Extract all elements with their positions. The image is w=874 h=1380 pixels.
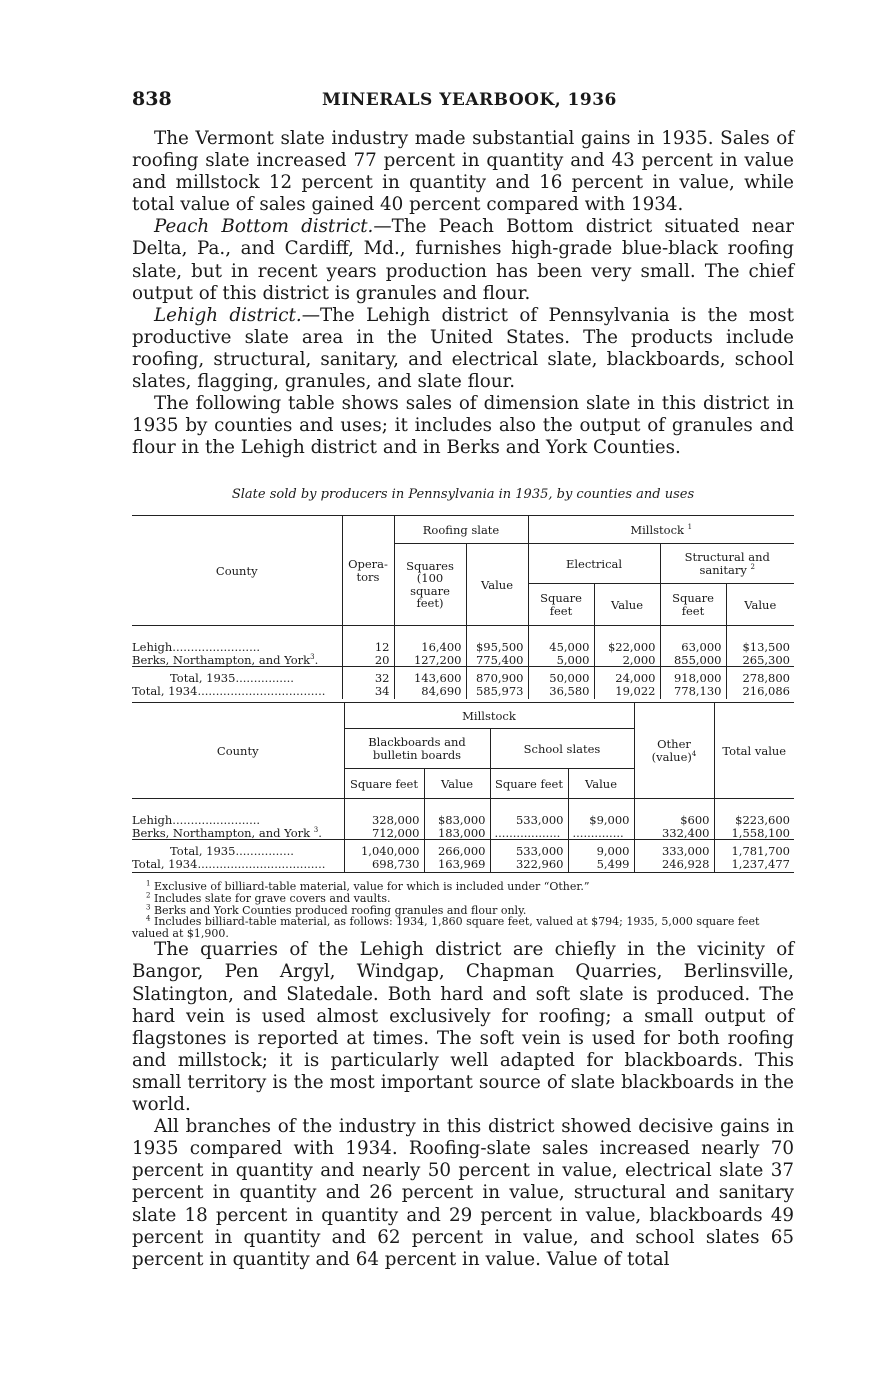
footnote	[132, 916, 794, 939]
value-header: Value	[594, 584, 660, 626]
county-name: Berks, Northampton, and York	[132, 825, 311, 840]
square-feet-header: Square feet	[344, 769, 424, 799]
section-lead: Peach Bottom district.	[154, 216, 374, 238]
other-label: Other (value)	[651, 737, 692, 764]
county-cell: Lehigh........................	[132, 639, 261, 654]
roofing-slate-header: Roofing slate	[394, 516, 528, 544]
paragraph-text: —The Peach Bottom district situated near Delta, Pa., and Cardiff, Md., furnishes high-grade blue-black roofing slate, but in recent years production has been very small. The chief output of this district is granules and flour.	[132, 216, 794, 304]
table-cell: 36,580	[528, 684, 594, 699]
paragraph-text: The following table shows sales of dimension slate in this district in 1935 by counties and uses; it includes also the output of granules and flour in the Lehigh district and in Berks and York Counties.	[132, 393, 794, 459]
table-cell-empty: ..............	[568, 826, 634, 840]
running-title: MINERALS YEARBOOK, 1936	[322, 90, 617, 110]
table-cell: 183,000	[424, 826, 490, 840]
county-cell: Total, 1934...................................	[132, 856, 326, 871]
paragraph: The quarries of the Lehigh district are chiefly in the vicinity of Bangor, Pen Argyl, Windgap, Chapman Quarries, Berlinsville, Slatington, and Slatedale. Both hard and soft slate is produced. The hard vein is used almost exclusively for roofing; a small output of flagstones is reported at times. The soft vein is used for both roofing and millstock; it is particularly well adapted for blackboards. This small territory is the most important source of slate blackboards in the world.	[132, 939, 794, 1116]
table-cell: 712,000	[344, 826, 424, 840]
table-cell: 5,499	[568, 857, 634, 873]
value-header: Value	[568, 769, 634, 799]
page	[132, 88, 794, 1271]
footnote-mark: 1	[687, 522, 693, 531]
paragraph-text: —The Lehigh district of Pennsylvania is the most productive slate area in the United States. The products include roofing, structural, sanitary, and electrical slate, blackboards, school slates, flagging, granules, and slate flour.	[132, 304, 794, 393]
paragraph-text: The Vermont slate industry made substantial gains in 1935. Sales of roofing slate increased 77 percent in quantity and 43 percent in value and millstock 12 percent in quantity and 16 percent in value, while total value of sales gained 40 percent compared with 1934.	[132, 128, 794, 216]
table-cell: 778,130	[660, 684, 726, 699]
county-cell: Berks, Northampton, and York $^3$.	[132, 825, 322, 840]
table-cell: 1,558,100	[714, 826, 794, 840]
table-cell: 50,000	[528, 667, 594, 685]
slate-table-part2	[132, 702, 794, 873]
table-cell: 278,800	[726, 667, 794, 685]
table-cell: 84,690	[394, 684, 466, 699]
table-cell: 24,000	[594, 667, 660, 685]
value-header: Value	[466, 544, 528, 626]
table-cell: 12	[342, 640, 394, 653]
table-cell: 19,022	[594, 684, 660, 699]
table-caption: Slate sold by producers in Pennsylvania in 1935, by counties and uses	[231, 487, 695, 503]
county-name: Berks, Northampton, and York	[132, 652, 311, 667]
page-header	[132, 88, 794, 118]
value-header: Value	[424, 769, 490, 799]
table-cell: 918,000	[660, 667, 726, 685]
table-row	[132, 813, 794, 826]
table-cell: 45,000	[528, 640, 594, 653]
table-cell: $223,600	[714, 813, 794, 826]
table-cell: $22,000	[594, 640, 660, 653]
table-cell: 533,000	[490, 840, 568, 858]
millstock-header: Millstock	[344, 703, 634, 729]
value-header: Value	[726, 584, 794, 626]
table-cell: 322,960	[490, 857, 568, 873]
table-total-row	[132, 667, 794, 685]
structural-header	[660, 544, 794, 584]
paragraph	[132, 393, 794, 459]
table-cell: 1,237,477	[714, 857, 794, 873]
table-cell: 775,400	[466, 653, 528, 667]
total-label: Total, 1935	[170, 670, 236, 685]
table-cell: 698,730	[344, 857, 424, 873]
table-cell: 16,400	[394, 640, 466, 653]
paragraph	[132, 305, 794, 393]
millstock-header	[528, 516, 794, 544]
footnote-text: Includes billiard-table material, as follows: 1934, 1,860 square feet, valued at $794; 1935, 5,000 square feet valued at $1,900.	[132, 915, 760, 940]
square-feet-header: Square feet	[528, 584, 594, 626]
county-cell: Lehigh........................	[132, 812, 261, 827]
footnote-mark: 2	[146, 891, 151, 900]
squares-header: Squares (100 square feet)	[394, 544, 466, 626]
square-feet-header: Square feet	[490, 769, 568, 799]
table-cell: 333,000	[634, 840, 714, 858]
county-name: Lehigh	[132, 639, 173, 654]
footnote-mark: 4	[146, 914, 151, 923]
table-row	[132, 826, 794, 840]
table-cell: 163,969	[424, 857, 490, 873]
other-header	[634, 703, 714, 799]
table-cell-empty: ..................	[490, 826, 568, 840]
total-label: Total, 1934	[132, 856, 198, 871]
paragraph	[132, 216, 794, 304]
table-cell: 328,000	[344, 813, 424, 826]
table-cell: $9,000	[568, 813, 634, 826]
footnote-mark: 4	[691, 750, 697, 759]
table-cell: 246,928	[634, 857, 714, 873]
footnote-text: Includes slate for grave covers and vaults.	[153, 892, 391, 905]
table-cell: 216,086	[726, 684, 794, 699]
blackboards-header: Blackboards and bulletin boards	[344, 729, 490, 769]
structural-label: Structural and sanitary	[684, 550, 770, 577]
table-cell: $13,500	[726, 640, 794, 653]
footnote-mark: 3	[146, 902, 151, 911]
millstock-label: Millstock	[630, 522, 685, 537]
table-cell: 585,973	[466, 684, 528, 699]
county-cell: Berks, Northampton, and York$^3$.	[132, 652, 319, 667]
total-value-header: Total value	[714, 703, 794, 799]
footnote-text: Exclusive of billiard-table material, value for which is included under “Other.”	[153, 880, 590, 894]
county-cell: Total, 1934...................................	[132, 683, 326, 698]
section-lead: Lehigh district.	[154, 304, 302, 326]
table-cell: $600	[634, 813, 714, 826]
table-cell: 9,000	[568, 840, 634, 858]
footnote-text: Berks and York Counties produced roofing granules and flour only.	[153, 903, 527, 917]
county-header: County	[132, 516, 342, 626]
table-total-row	[132, 840, 794, 858]
page-number: 838	[132, 88, 172, 110]
table-cell: 1,781,700	[714, 840, 794, 858]
table-cell: $95,500	[466, 640, 528, 653]
footnote-mark: 3	[313, 826, 319, 835]
school-slates-header: School slates	[490, 729, 634, 769]
total-label: Total, 1935	[170, 843, 236, 858]
electrical-header: Electrical	[528, 544, 660, 584]
operators-header: Opera-tors	[342, 516, 394, 626]
table-cell: $83,000	[424, 813, 490, 826]
table-cell: 20	[342, 653, 394, 667]
table-cell: 332,400	[634, 826, 714, 840]
table-row	[132, 640, 794, 653]
footnote-mark: 3	[310, 653, 315, 662]
county-header: County	[132, 703, 344, 799]
table-cell: 2,000	[594, 653, 660, 667]
table-cell: 32	[342, 667, 394, 685]
table-total-row	[132, 857, 794, 873]
table-total-row	[132, 684, 794, 699]
total-label: Total, 1934	[132, 683, 198, 698]
table-cell: 127,200	[394, 653, 466, 667]
table-cell: 870,900	[466, 667, 528, 685]
table-cell: 266,000	[424, 840, 490, 858]
county-cell: Total, 1935................	[132, 840, 344, 858]
paragraph	[132, 128, 794, 216]
footnote-mark: 2	[750, 563, 755, 572]
footnote-mark: 1	[146, 879, 151, 888]
paragraph: All branches of the industry in this district showed decisive gains in 1935 compared with 1934. Roofing-slate sales increased nearly 70 percent in quantity and nearly 50 percent in value, electrical slate 37 percent in quantity and 26 percent in value, structural and sanitary slate 18 percent in quantity and 29 percent in value, blackboards 49 percent in quantity and 62 percent in value, and school slates 65 percent in quantity and 64 percent in value. Value of total	[132, 1116, 794, 1270]
table-cell: 855,000	[660, 653, 726, 667]
table-cell: 34	[342, 684, 394, 699]
table-cell: 5,000	[528, 653, 594, 667]
slate-table-part1	[132, 515, 794, 699]
county-cell: Total, 1935................	[132, 667, 342, 685]
square-feet-header: Square feet	[660, 584, 726, 626]
table-cell: 143,600	[394, 667, 466, 685]
table-cell: 265,300	[726, 653, 794, 667]
table-row	[132, 653, 794, 667]
table-cell: 533,000	[490, 813, 568, 826]
table-cell: 1,040,000	[344, 840, 424, 858]
table-cell: 63,000	[660, 640, 726, 653]
footnotes	[132, 881, 794, 939]
county-name: Lehigh	[132, 812, 173, 827]
